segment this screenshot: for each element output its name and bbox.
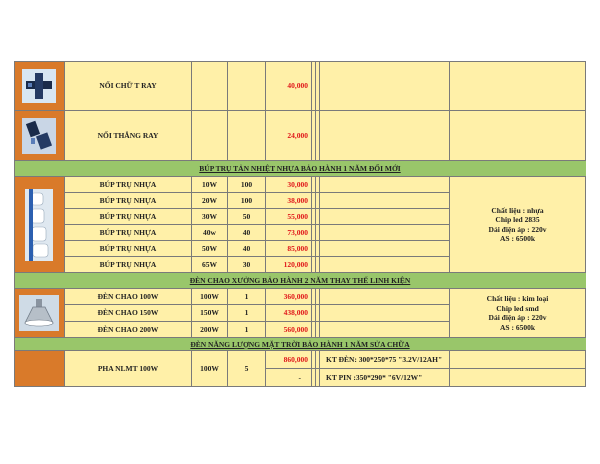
price: 860,000 — [266, 351, 312, 369]
price-table — [14, 61, 586, 387]
price: 85,000 — [266, 241, 312, 257]
table-row — [14, 351, 586, 369]
table-row — [14, 111, 586, 161]
quantity: 40 — [228, 225, 266, 241]
price: 438,000 — [266, 305, 312, 321]
product-name: BÚP TRỤ NHỰA — [65, 257, 192, 273]
product-name: BÚP TRỤ NHỰA — [65, 225, 192, 241]
straight-connector-icon — [22, 118, 56, 154]
price: 360,000 — [266, 289, 312, 305]
price: 55,000 — [266, 209, 312, 225]
quantity: 30 — [228, 257, 266, 273]
product-name: ĐÈN CHAO 100W — [65, 289, 192, 305]
power: 10W — [192, 177, 228, 193]
quantity: 1 — [228, 289, 266, 305]
quantity: 50 — [228, 209, 266, 225]
product-name: ĐÈN CHAO 200W — [65, 322, 192, 338]
spec-line: Chất liệu : kim loại — [486, 294, 549, 303]
spec-line: Dải điện áp : 220v — [488, 313, 547, 322]
spec-line: Chất liệu : nhựa — [491, 205, 544, 215]
power: 65W — [192, 257, 228, 273]
price: 560,000 — [266, 322, 312, 338]
quantity: 100 — [228, 193, 266, 209]
product-name: BÚP TRỤ NHỰA — [65, 209, 192, 225]
power: 100W — [192, 351, 228, 387]
power: 200W — [192, 322, 228, 338]
product-image — [14, 111, 65, 161]
quantity — [228, 61, 266, 111]
power: 20W — [192, 193, 228, 209]
power: 100W — [192, 289, 228, 305]
section-header: ĐÈN NĂNG LƯỢNG MẶT TRỜI BẢO HÀNH 1 NĂM SỬA CHỮA — [14, 338, 586, 351]
specs — [450, 177, 586, 273]
product-name: PHA NLMT 100W — [65, 351, 192, 387]
spec-line: Dải điện áp : 220v — [488, 224, 547, 234]
power — [192, 111, 228, 161]
product-name: NỐI CHỮ T RAY — [65, 61, 192, 111]
quantity: 100 — [228, 177, 266, 193]
product-name: ĐÈN CHAO 150W — [65, 305, 192, 321]
quantity: 1 — [228, 322, 266, 338]
price: 120,000 — [266, 257, 312, 273]
spec-line: AS : 6500k — [499, 322, 535, 332]
section-header: ĐÈN CHAO XƯỞNG BẢO HÀNH 2 NĂM THAY THẾ LINH KIỆN — [14, 273, 586, 289]
section-header: BÚP TRỤ TẢN NHIỆT NHỰA BẢO HÀNH 1 NĂM ĐỔI MỚI — [14, 161, 586, 177]
power: 50W — [192, 241, 228, 257]
quantity — [228, 111, 266, 161]
quantity: 1 — [228, 305, 266, 321]
power: 30W — [192, 209, 228, 225]
spec-line: AS : 6500k — [499, 234, 535, 243]
power: 150W — [192, 305, 228, 321]
t-connector-icon — [22, 69, 56, 103]
price: 73,000 — [266, 225, 312, 241]
spec-line: Chip led 2835 — [495, 215, 540, 224]
table-row — [14, 61, 586, 111]
product-name: NỐI THẲNG RAY — [65, 111, 192, 161]
price: 30,000 — [266, 177, 312, 193]
power: 40w — [192, 225, 228, 241]
product-name: BÚP TRỤ NHỰA — [65, 241, 192, 257]
product-image — [14, 61, 65, 111]
price: 38,000 — [266, 193, 312, 209]
quantity: 5 — [228, 351, 266, 387]
table-row — [14, 369, 586, 387]
price: 24,000 — [266, 111, 312, 161]
specs — [450, 289, 586, 338]
price: 40,000 — [266, 61, 312, 111]
power — [192, 61, 228, 111]
spec-line: Chip led smd — [496, 303, 539, 313]
spec-line: KT ĐÈN: 300*250*75 "3.2V/12AH" — [320, 351, 450, 369]
price: - — [266, 369, 312, 387]
product-name: BÚP TRỤ NHỰA — [65, 193, 192, 209]
spec-line: KT PIN :350*290* "6V/12W" — [320, 369, 450, 387]
quantity: 40 — [228, 241, 266, 257]
product-name: BÚP TRỤ NHỰA — [65, 177, 192, 193]
